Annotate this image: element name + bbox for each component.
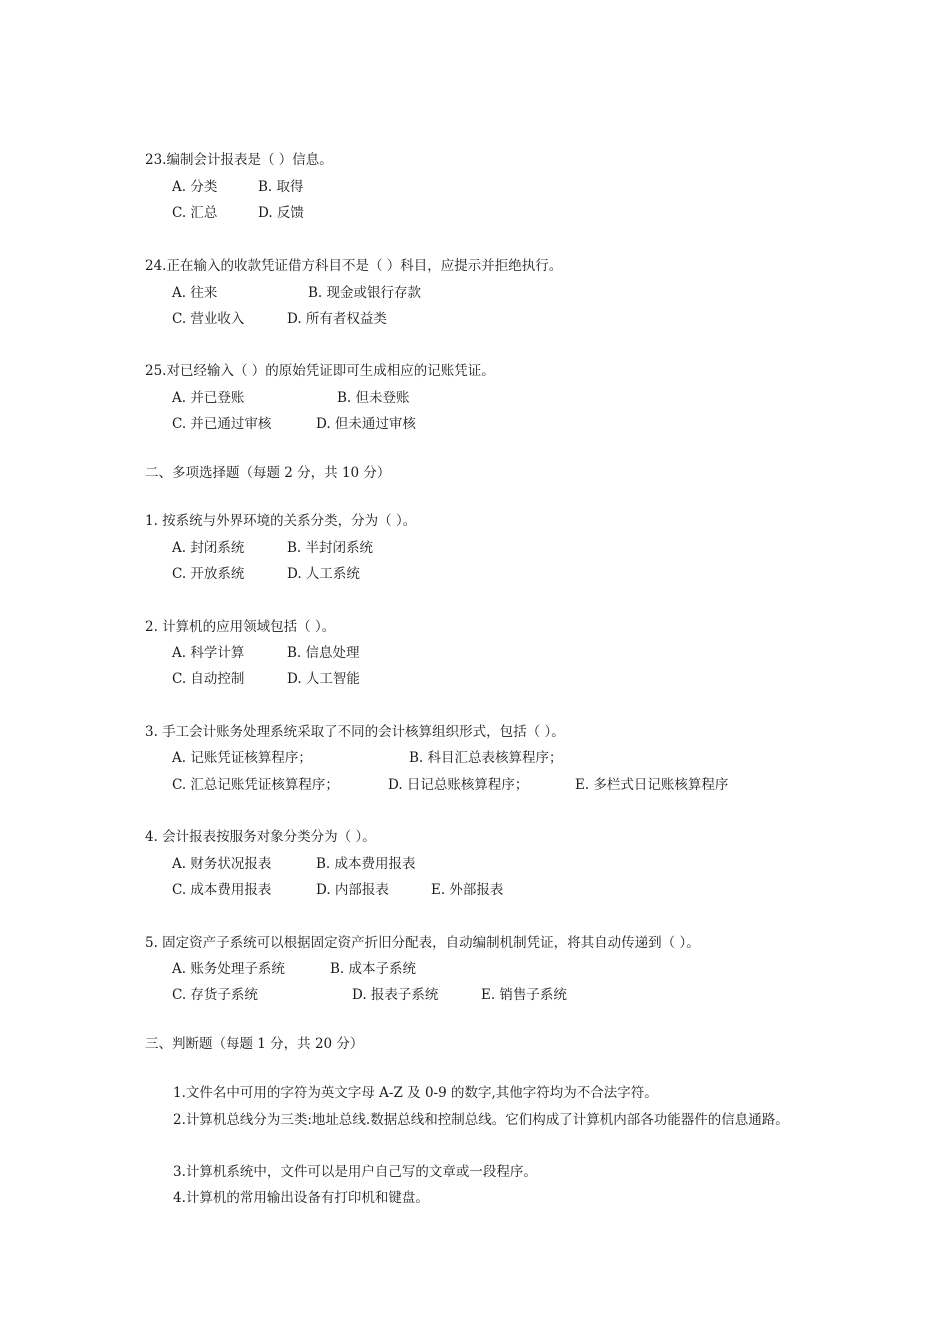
question-24-option-a: A. 往来 (172, 285, 218, 301)
question-23-stem: 23.编制会计报表是（ ）信息。 (145, 152, 333, 168)
question-24-option-d: D. 所有者权益类 (287, 311, 387, 327)
multi-4-option-c: C. 成本费用报表 (172, 882, 272, 898)
multi-4-option-d: D. 内部报表 (316, 882, 389, 898)
question-23-option-b: B. 取得 (258, 179, 304, 195)
question-25-stem: 25.对已经输入（ ）的原始凭证即可生成相应的记账凭证。 (145, 363, 495, 379)
section-3-heading: 三、判断题（每题 1 分，共 20 分） (145, 1036, 364, 1052)
multi-2-option-b: B. 信息处理 (287, 645, 360, 661)
multi-1-option-b: B. 半封闭系统 (287, 540, 374, 556)
question-24-option-c: C. 营业收入 (172, 311, 245, 327)
multi-5-option-e: E. 销售子系统 (481, 987, 567, 1003)
multi-2-option-d: D. 人工智能 (287, 671, 360, 687)
multi-5-option-a: A. 账务处理子系统 (172, 961, 285, 977)
multi-3-option-e: E. 多栏式日记账核算程序 (575, 777, 729, 793)
multi-4-stem: 4. 会计报表按服务对象分类分为（ ）。 (145, 829, 376, 845)
multi-5-option-c: C. 存货子系统 (172, 987, 258, 1003)
judgement-2: 2.计算机总线分为三类:地址总线.数据总线和控制总线。它们构成了计算机内部各功能器件的信息通路。 (173, 1112, 789, 1128)
multi-4-option-b: B. 成本费用报表 (316, 856, 416, 872)
question-24-option-b: B. 现金或银行存款 (308, 285, 422, 301)
question-25-option-c: C. 并已通过审核 (172, 416, 272, 432)
multi-4-option-a: A. 财务状况报表 (172, 856, 272, 872)
multi-1-stem: 1. 按系统与外界环境的关系分类，分为（ ）。 (145, 513, 417, 529)
question-23-option-c: C. 汇总 (172, 205, 218, 221)
multi-4-option-e: E. 外部报表 (431, 882, 504, 898)
question-23-option-a: A. 分类 (172, 179, 218, 195)
multi-3-option-c: C. 汇总记账凭证核算程序； (172, 777, 339, 793)
multi-3-option-a: A. 记账凭证核算程序； (172, 750, 312, 766)
question-25-option-d: D. 但未通过审核 (316, 416, 416, 432)
multi-2-option-a: A. 科学计算 (172, 645, 245, 661)
multi-3-option-d: D. 日记总账核算程序； (388, 777, 529, 793)
multi-1-option-d: D. 人工系统 (287, 566, 360, 582)
question-24-stem: 24.正在输入的收款凭证借方科目不是（ ）科目，应提示并拒绝执行。 (145, 258, 563, 274)
multi-2-stem: 2. 计算机的应用领域包括（ ）。 (145, 619, 336, 635)
multi-5-stem: 5. 固定资产子系统可以根据固定资产折旧分配表，自动编制机制凭证，将其自动传递到（ ）。 (145, 935, 700, 951)
judgement-3: 3.计算机系统中，文件可以是用户自己写的文章或一段程序。 (173, 1164, 537, 1180)
multi-5-option-b: B. 成本子系统 (330, 961, 417, 977)
multi-1-option-a: A. 封闭系统 (172, 540, 245, 556)
question-25-option-b: B. 但未登账 (337, 390, 410, 406)
multi-1-option-c: C. 开放系统 (172, 566, 245, 582)
question-23-option-d: D. 反馈 (258, 205, 304, 221)
judgement-1: 1.文件名中可用的字符为英文字母 A-Z 及 0-9 的数字,其他字符均为不合法字符。 (173, 1085, 658, 1101)
section-2-heading: 二、多项选择题（每题 2 分，共 10 分） (145, 465, 391, 481)
multi-5-option-d: D. 报表子系统 (352, 987, 439, 1003)
multi-3-option-b: B. 科目汇总表核算程序； (409, 750, 563, 766)
multi-2-option-c: C. 自动控制 (172, 671, 245, 687)
question-25-option-a: A. 并已登账 (172, 390, 245, 406)
judgement-4: 4.计算机的常用输出设备有打印机和键盘。 (173, 1190, 429, 1206)
multi-3-stem: 3. 手工会计账务处理系统采取了不同的会计核算组织形式，包括（ ）。 (145, 724, 565, 740)
